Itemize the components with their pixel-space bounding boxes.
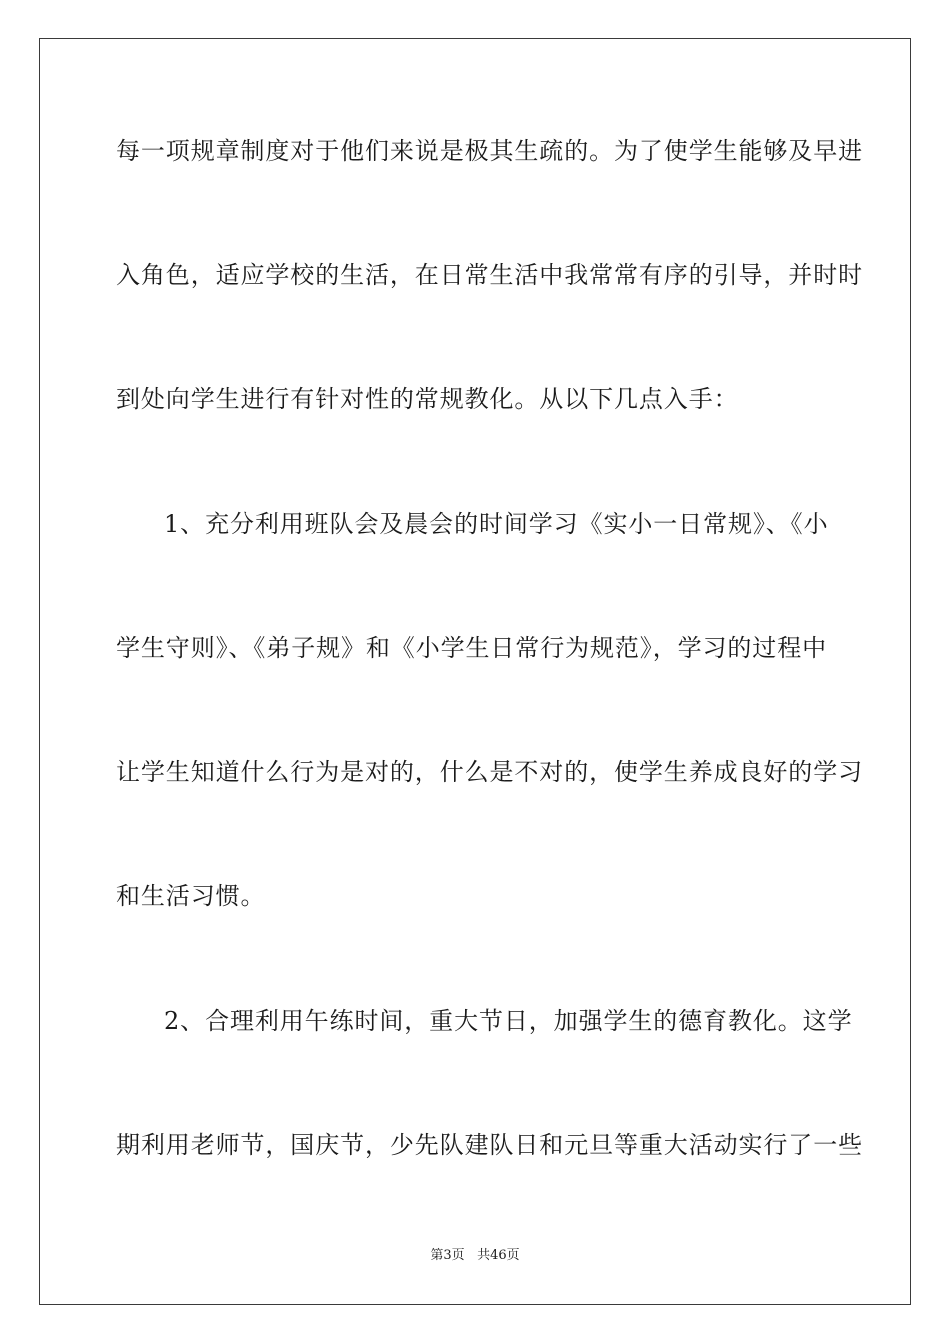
paragraph-line: 期利用老师节，国庆节，少先队建队日和元旦等重大活动实行了一些 [116,1131,863,1159]
page-number: 第3页 [430,1248,465,1263]
paragraph-line: 到处向学生进行有针对性的常规教化。从以下几点入手： [116,385,739,413]
page-border [39,38,911,1305]
paragraph-line: 每一项规章制度对于他们来说是极其生疏的。为了使学生能够及早进 [116,137,863,165]
paragraph-line: 让学生知道什么行为是对的，什么是不对的，使学生养成良好的学习 [116,758,863,786]
paragraph-line: 学生守则》、《弟子规》和《小学生日常行为规范》，学习的过程中 [116,634,827,662]
paragraph-line: 2、合理利用午练时间，重大节日，加强学生的德育教化。这学 [164,1007,853,1035]
page-total: 共46页 [477,1248,520,1263]
page-footer [0,1247,950,1265]
paragraph-line: 入角色，适应学校的生活，在日常生活中我常常有序的引导，并时时 [116,261,863,289]
paragraph-line: 1、充分利用班队会及晨会的时间学习《实小一日常规》、《小 [164,510,829,538]
paragraph-line: 和生活习惯。 [116,882,266,910]
